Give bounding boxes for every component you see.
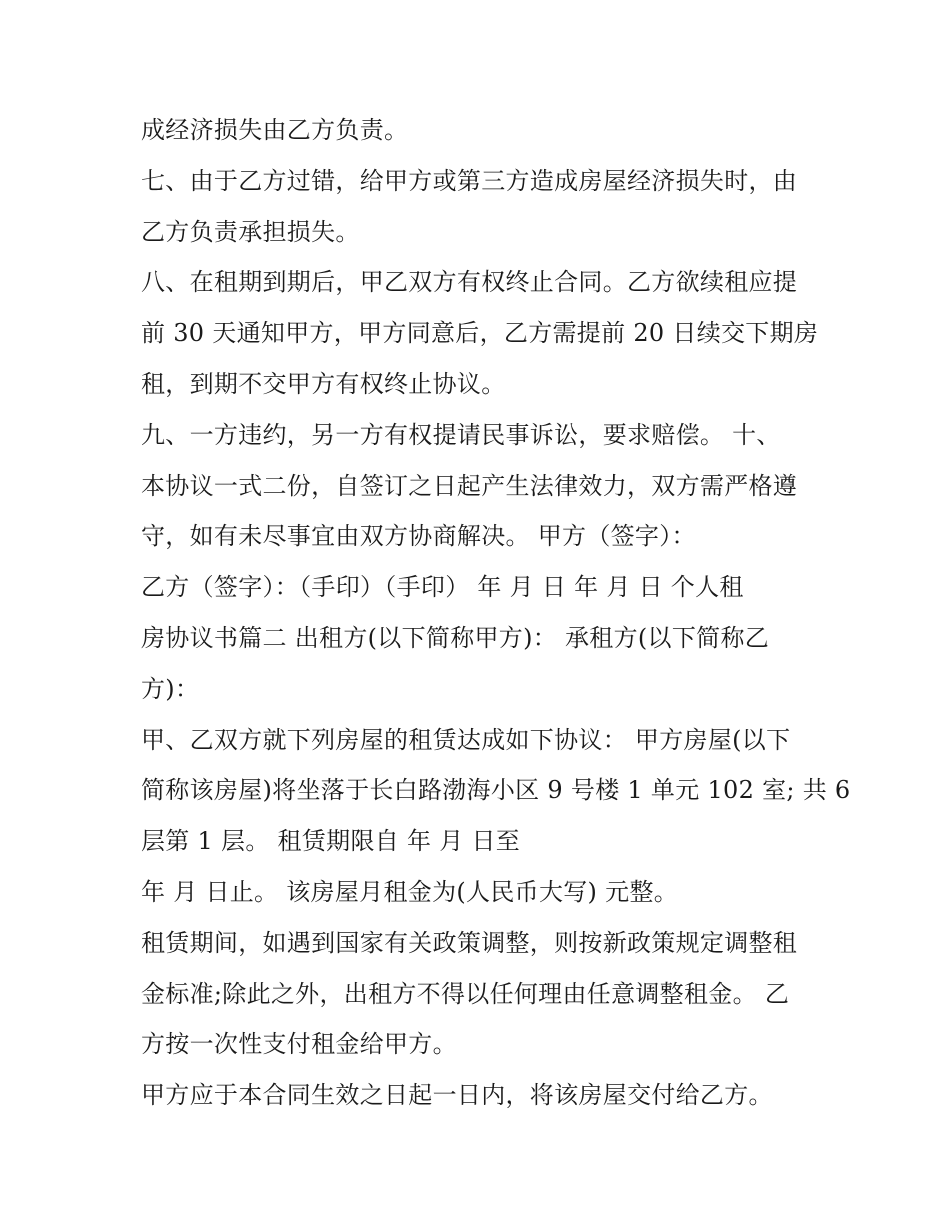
text-line: 甲、乙双方就下列房屋的租赁达成如下协议： 甲方房屋(以下 [141, 726, 791, 754]
text-line: 租赁期间，如遇到国家有关政策调整，则按新政策规定调整租 [141, 929, 798, 957]
text-line: 层第 1 层。 租赁期限自 年 月 日至 [141, 827, 521, 855]
text-line: 简称该房屋)将坐落于长白路渤海小区 9 号楼 1 单元 102 室; 共 6 [141, 776, 851, 804]
text-line: 甲方应于本合同生效之日起一日内，将该房屋交付给乙方。 [141, 1081, 773, 1109]
text-line: 八、在租期到期后，甲乙双方有权终止合同。乙方欲续租应提 [141, 268, 798, 296]
text-line: 七、由于乙方过错，给甲方或第三方造成房屋经济损失时，由 [141, 167, 798, 195]
text-line: 方)： [141, 675, 200, 703]
text-line: 方按一次性支付租金给甲方。 [141, 1030, 457, 1058]
text-line: 租，到期不交甲方有权终止协议。 [141, 370, 506, 398]
text-line: 九、一方违约，另一方有权提请民事诉讼，要求赔偿。 十、 [141, 421, 781, 449]
text-line: 前 30 天通知甲方，甲方同意后，乙方需提前 20 日续交下期房 [141, 319, 819, 347]
text-line: 乙方负责承担损失。 [141, 218, 360, 246]
text-line: 成经济损失由乙方负责。 [141, 116, 409, 144]
text-line: 金标准;除此之外，出租方不得以任何理由任意调整租金。 乙 [141, 980, 790, 1008]
text-line: 房协议书篇二 出租方(以下简称甲方)： 承租方(以下简称乙 [141, 624, 770, 652]
text-line: 本协议一式二份，自签订之日起产生法律效力，双方需严格遵 [141, 472, 798, 500]
text-line: 守，如有未尽事宜由双方协商解决。 甲方（签字）： [141, 522, 696, 550]
text-line: 乙方（签字）：（手印）（手印） 年 月 日 年 月 日 个人租 [141, 573, 744, 601]
text-line: 年 月 日止。 该房屋月租金为(人民币大写) 元整。 [141, 878, 679, 906]
